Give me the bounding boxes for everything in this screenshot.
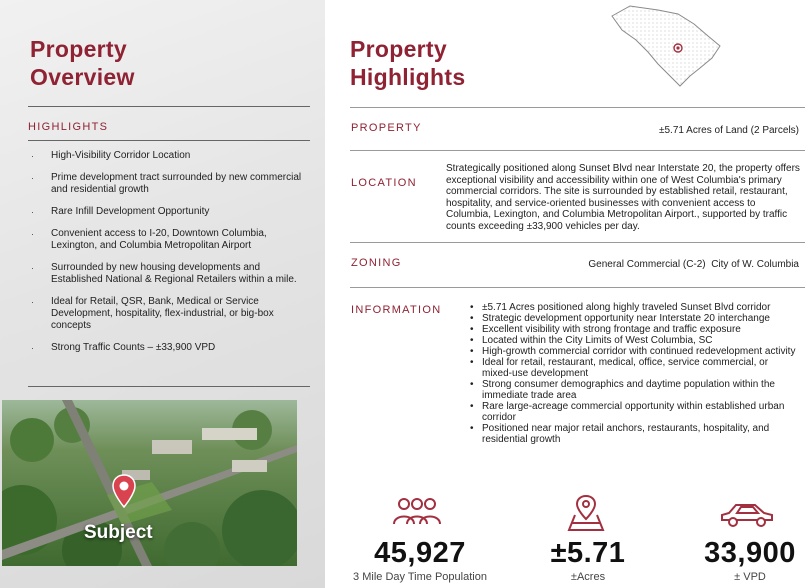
information-label: INFORMATION bbox=[351, 304, 442, 316]
list-item: · Ideal for Retail, QSR, Bank, Medical or Service Development, hospitality, flex-industrial, or big-box concepts bbox=[31, 296, 274, 331]
people-group-icon bbox=[390, 496, 444, 528]
list-item: · Strong Traffic Counts – ±33,900 VPD bbox=[31, 342, 216, 353]
bullet: · bbox=[31, 263, 34, 273]
bullet: · bbox=[31, 207, 34, 217]
stat-caption: ±Acres bbox=[570, 571, 606, 583]
zoning-value: General Commercial (C-2) City of W. Columbia bbox=[588, 259, 799, 270]
overview-divider bbox=[28, 106, 310, 107]
zoning-divider bbox=[350, 287, 805, 288]
list-item: • Located within the City Limits of West Columbia, SC bbox=[470, 335, 800, 346]
bullet: · bbox=[31, 229, 34, 239]
highlights-title-divider bbox=[350, 107, 805, 108]
list-item: • Excellent visibility with strong frontage and traffic exposure bbox=[470, 324, 800, 335]
location-value: Strategically positioned along Sunset Blvd near Interstate 20, the property offers exceptional visibility and accessibility within one of West Columbia's primary commercial corridors. The site is surrounded by established retail, restaurant, hospitality, and service-oriented businesses with convenient access to Columbia, Lexington, and Columbia Metropolitan Airport., supported by traffic counts exceeding ±33,900 vehicles per day. bbox=[446, 163, 800, 232]
subject-label: Subject bbox=[84, 522, 153, 543]
list-item: · High-Visibility Corridor Location bbox=[31, 150, 191, 161]
list-item: • Ideal for retail, restaurant, medical, office, service commercial, or mixed-use development bbox=[470, 357, 800, 379]
land-map-pin-icon bbox=[566, 493, 606, 533]
location-divider bbox=[350, 242, 805, 243]
property-value: ±5.71 Acres of Land (2 Parcels) bbox=[658, 125, 799, 136]
list-item: • Strategic development opportunity near Interstate 20 interchange bbox=[470, 313, 800, 324]
list-item: • Positioned near major retail anchors, restaurants, hospitality, and residential growth bbox=[470, 423, 800, 445]
property-label: PROPERTY bbox=[351, 122, 422, 134]
overview-title: Property Overview bbox=[30, 36, 135, 90]
day-population-stat bbox=[330, 536, 510, 584]
list-item: • High-growth commercial corridor with continued redevelopment activity bbox=[470, 346, 800, 357]
south-carolina-map-icon bbox=[608, 2, 728, 90]
highlights-divider bbox=[28, 140, 310, 141]
stat-caption: ± VPD bbox=[734, 571, 766, 583]
highlights-heading: HIGHLIGHTS bbox=[28, 121, 109, 133]
highlights-list bbox=[28, 150, 313, 354]
acres-stat bbox=[528, 536, 648, 584]
highlights-bottom-divider bbox=[28, 386, 310, 387]
list-item: · Surrounded by new housing developments and Established National & Regional Retailers within a mile. bbox=[31, 262, 297, 285]
list-item: • Rare large-acreage commercial opportunity within established urban corridor bbox=[470, 401, 800, 423]
vpd-stat bbox=[690, 536, 810, 584]
bullet: · bbox=[31, 297, 34, 307]
stat-value: ±5.71 bbox=[550, 537, 626, 569]
bullet: · bbox=[31, 173, 34, 183]
car-icon bbox=[719, 500, 775, 530]
list-item: • Strong consumer demographics and daytime population within the immediate trade area bbox=[470, 379, 800, 401]
bullet: · bbox=[31, 151, 34, 161]
location-label: LOCATION bbox=[351, 177, 417, 189]
list-item: • ±5.71 Acres positioned along highly traveled Sunset Blvd corridor bbox=[470, 302, 800, 313]
list-item: · Convenient access to I-20, Downtown Columbia, Lexington, and Columbia Metropolitan Airport bbox=[31, 228, 267, 251]
stat-caption: 3 Mile Day Time Population bbox=[353, 571, 487, 583]
highlights-title: Property Highlights bbox=[350, 36, 466, 90]
list-item: · Prime development tract surrounded by new commercial and residential growth bbox=[31, 172, 302, 195]
bullet: · bbox=[31, 343, 34, 353]
stat-value: 33,900 bbox=[704, 537, 796, 569]
property-divider bbox=[350, 150, 805, 151]
information-list bbox=[470, 302, 800, 445]
list-item: · Rare Infill Development Opportunity bbox=[31, 206, 210, 217]
map-pin-icon bbox=[112, 474, 136, 508]
stat-value: 45,927 bbox=[374, 537, 466, 569]
zoning-label: ZONING bbox=[351, 257, 402, 269]
